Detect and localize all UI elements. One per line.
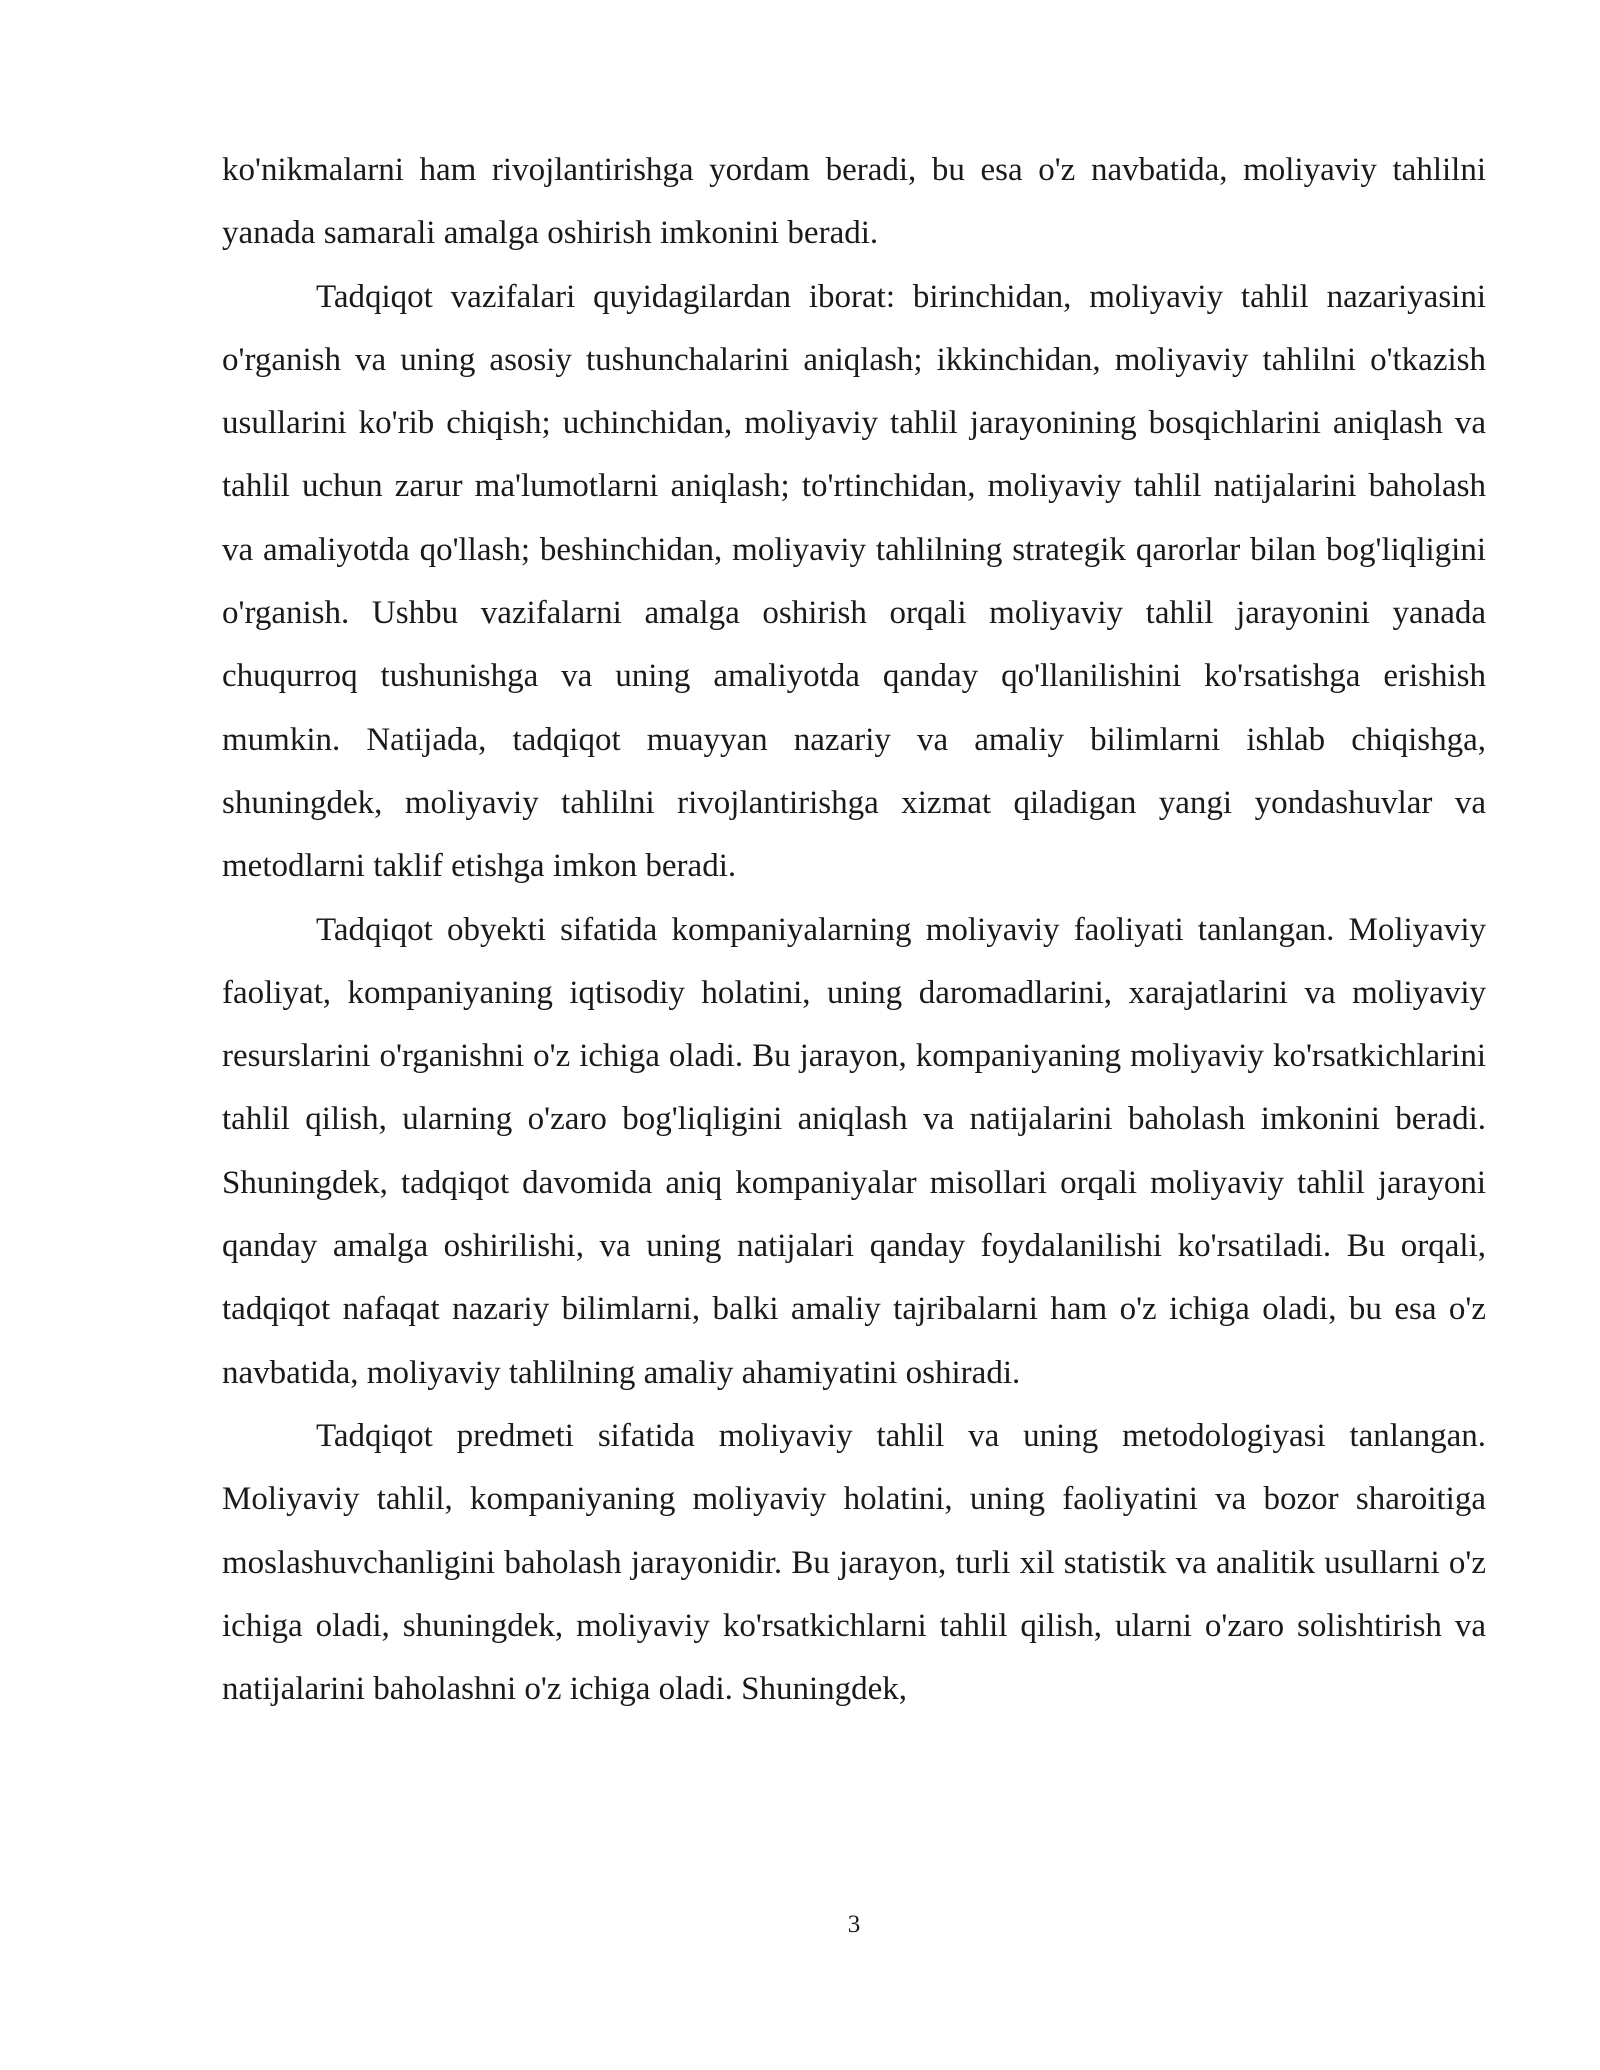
paragraph-1: ko'nikmalarni ham rivojlantirishga yordam beradi, bu esa o'z navbatida, moliyaviy tahlilni yanada samarali amalga oshirish imkonini beradi. [222,152,1486,252]
page-number: 3 [847,1911,861,1938]
paragraph-4: Tadqiqot predmeti sifatida moliyaviy tahlil va uning metodologiyasi tanlangan. Moliyaviy tahlil, kompaniyaning moliyaviy holatini, uning faoliyatini va bozor sharoitiga moslashuvchanligini baholash jarayonidir. Bu jarayon, turli xil statistik va analitik usullarni o'z ichiga oladi, shuningdek, moliyaviy ko'rsatkichlarni tahlil qilish, ularni o'zaro solishtirish va natijalarini baholashni o'z ichiga oladi. Shuningdek, [222,1417,1486,1708]
paragraph-2: Tadqiqot vazifalari quyidagilardan iborat: birinchidan, moliyaviy tahlil nazariyasini o'rganish va uning asosiy tushunchalarini aniqlash; ikkinchidan, moliyaviy tahlilni o'tkazish usullarini ko'rib chiqish; uchinchidan, moliyaviy tahlil jarayonining bosqichlarini aniqlash va tahlil uchun zarur ma'lumotlarni aniqlash; to'rtinchidan, moliyaviy tahlil natijalarini baholash va amaliyotda qo'llash; beshinchidan, moliyaviy tahlilning strategik qarorlar bilan bog'liqligini o'rganish. Ushbu vazifalarni amalga oshirish orqali moliyaviy tahlil jarayonini yanada chuqurroq tushunishga va uning amaliyotda qanday qo'llanilishini ko'rsatishga erishish mumkin. Natijada, tadqiqot muayyan nazariy va amaliy bilimlarni ishlab chiqishga, shuningdek, moliyaviy tahlilni rivojlantirishga xizmat qiladigan yangi yondashuvlar va metodlarni taklif etishga imkon beradi. [222,278,1486,885]
paragraph-3: Tadqiqot obyekti sifatida kompaniyalarning moliyaviy faoliyati tanlangan. Moliyaviy faoliyat, kompaniyaning iqtisodiy holatini, uning daromadlarini, xarajatlarini va moliyaviy resurslarini o'rganishni o'z ichiga oladi. Bu jarayon, kompaniyaning moliyaviy ko'rsatkichlarini tahlil qilish, ularning o'zaro bog'liqligini aniqlash va natijalarini baholash imkonini beradi. Shuningdek, tadqiqot davomida aniq kompaniyalar misollari orqali moliyaviy tahlil jarayoni qanday amalga oshirilishi, va uning natijalari qanday foydalanilishi ko'rsatiladi. Bu orqali, tadqiqot nafaqat nazariy bilimlarni, balki amaliy tajribalarni ham o'z ichiga oladi, bu esa o'z navbatida, moliyaviy tahlilning amaliy ahamiyatini oshiradi. [222,911,1486,1391]
page-body [222,139,1486,1721]
